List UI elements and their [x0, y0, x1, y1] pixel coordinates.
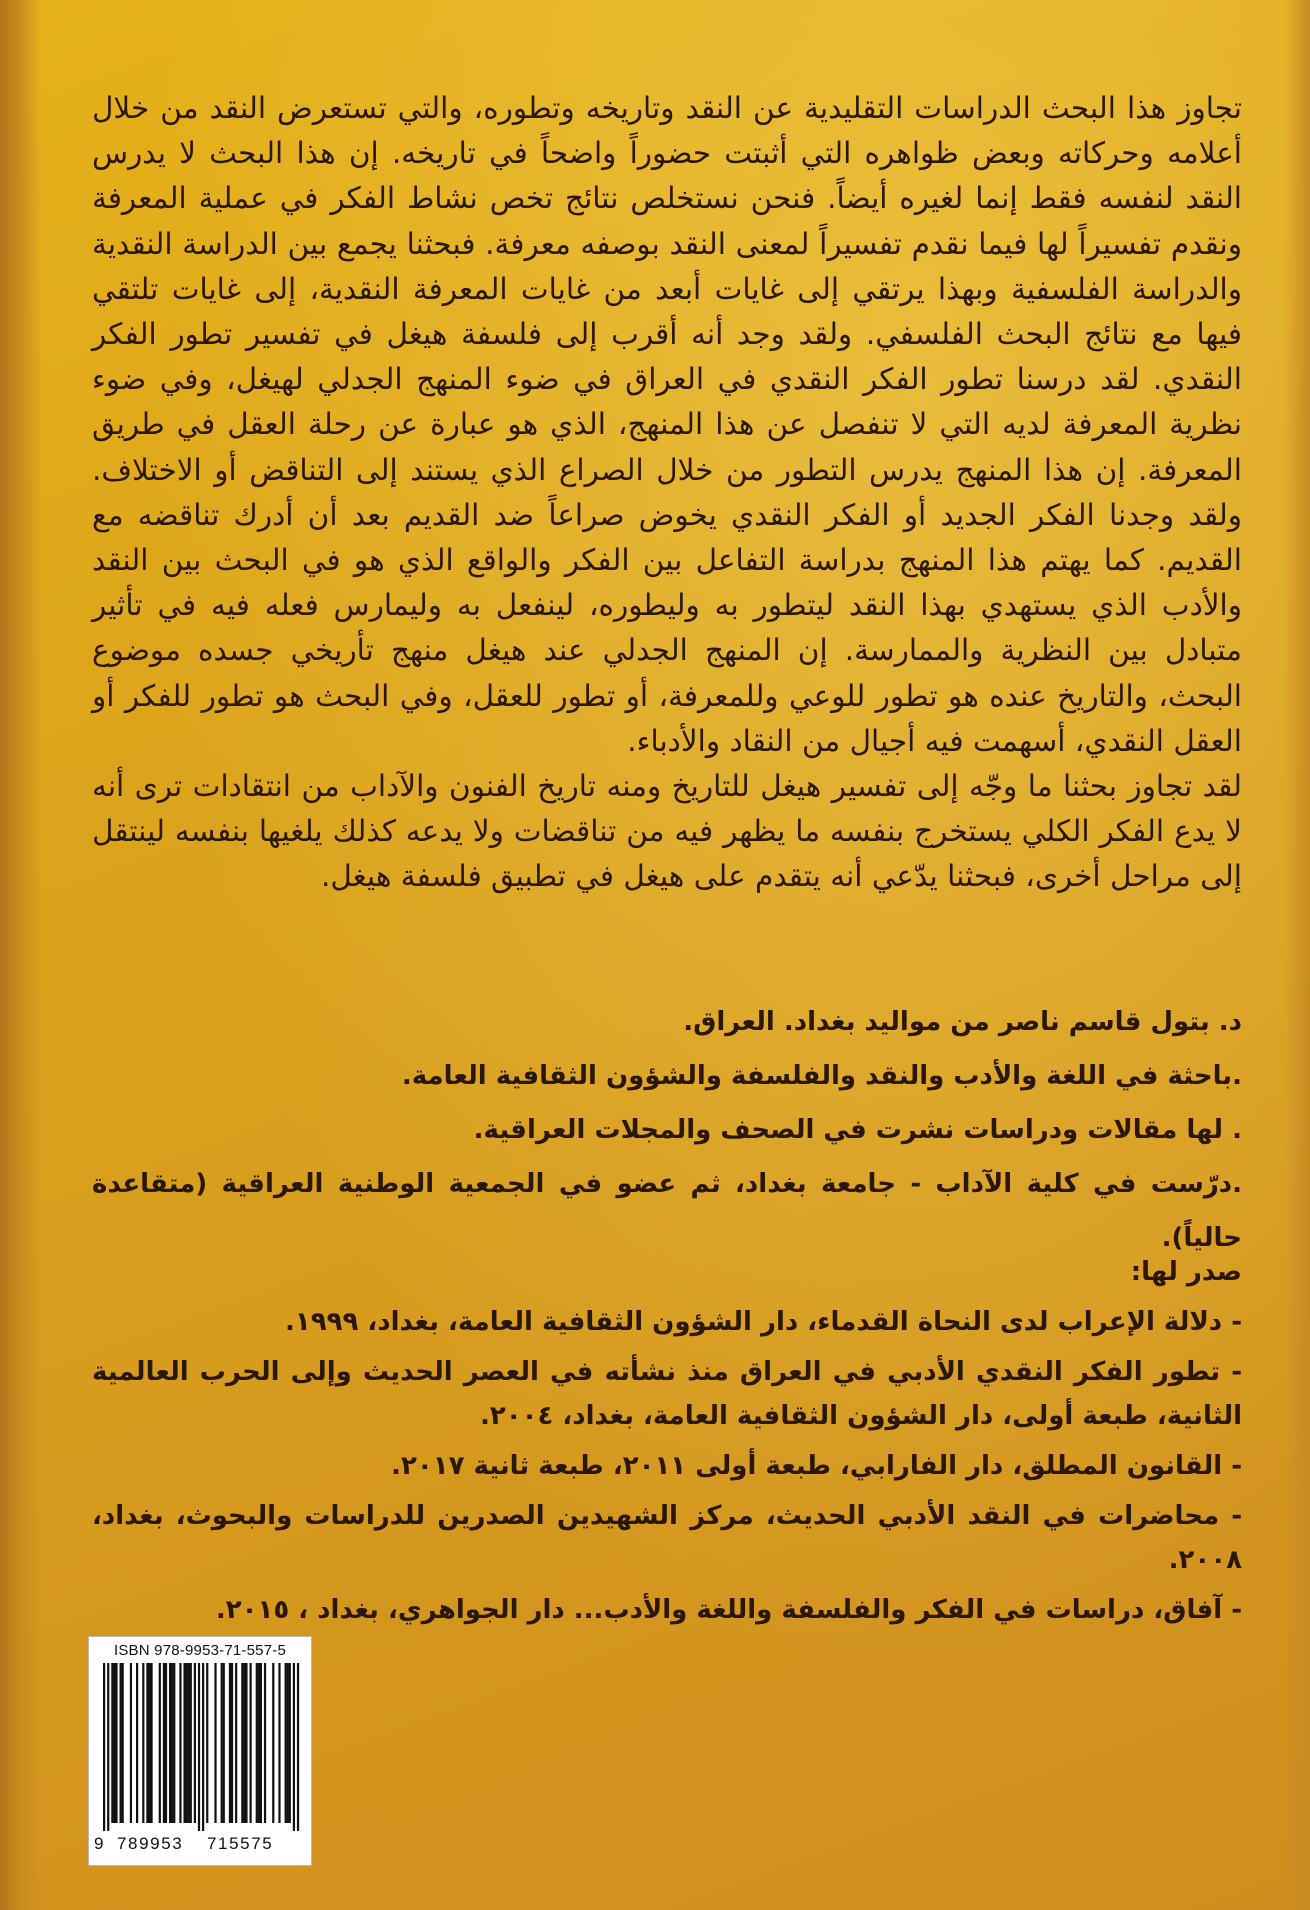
barcode-bar	[183, 1663, 185, 1823]
barcode-digit-first: 9	[94, 1834, 104, 1853]
barcode-bar	[150, 1663, 152, 1823]
barcode-bar	[148, 1663, 150, 1823]
barcode-bar	[256, 1663, 258, 1823]
isbn-barcode	[88, 1636, 312, 1866]
barcode-bar	[115, 1663, 117, 1823]
barcode-bar	[113, 1663, 115, 1823]
barcode-bar	[103, 1663, 105, 1831]
barcode-bar	[214, 1663, 216, 1823]
barcode-bar	[190, 1663, 192, 1823]
barcode-bar	[202, 1663, 204, 1831]
barcode-bar	[223, 1663, 225, 1823]
publications-list	[92, 1250, 1242, 1625]
barcode-bar	[142, 1663, 144, 1823]
publication-item: - تطور الفكر النقدي الأدبي في العراق منذ نشأته في العصر الحديث وإلى الحرب العالمية الثانية، طبعة أولى، دار الشؤون الثقافية العامة، بغداد، ٢٠٠٤.	[92, 1357, 1242, 1431]
barcode-bar	[169, 1663, 171, 1823]
barcode-bar	[171, 1663, 173, 1823]
author-line: .درّست في كلية الآداب - جامعة بغداد، ثم عضو في الجمعية الوطنية العراقية (متقاعدة حالياً).	[92, 1169, 1242, 1253]
author-line: . لها مقالات ودراسات نشرت في الصحف والمجلات العراقية.	[473, 1115, 1242, 1145]
barcode-bar	[278, 1663, 280, 1823]
cover-spine-shadow	[0, 0, 42, 1910]
publication-item: - محاضرات في النقد الأدبي الحديث، مركز الشهيدين الصدرين للدراسات والبحوث، بغداد، ٢٠٠٨.	[92, 1501, 1242, 1575]
barcode-bar	[146, 1663, 148, 1823]
barcode-bar	[229, 1663, 231, 1823]
barcode-bar	[194, 1663, 196, 1823]
barcode-bar	[165, 1663, 167, 1823]
description-paragraph-1: تجاوز هذا البحث الدراسات التقليدية عن النقد وتاريخه وتطوره، والتي تستعرض النقد من خلال أعلامه وحركاته وبعض ظواهره التي أثبتت حضوراً واضحاً في تاريخه. إن هذا البحث لا يدرس النقد لنفسه فقط إنما لغيره أيضاً. فنحن نستخلص نتائج تخص نشاط الفكر في عملية المعرفة ونقدم تفسيراً لها فيما نقدم تفسيراً لمعنى النقد بوصفه معرفة. فبحثنا يجمع بين الدراسة النقدية والدراسة الفلسفية وبهذا يرتقي إلى غايات أبعد من غايات المعرفة النقدية، إلى غايات تلتقي فيها مع نتائج البحث الفلسفي. ولقد وجد أنه أقرب إلى فلسفة هيغل في تفسير تطور الفكر النقدي. لقد درسنا تطور الفكر النقدي في العراق في ضوء المنهج الجدلي لهيغل، وفي ضوء نظرية المعرفة لديه التي لا تنفصل عن هذا المنهج، الذي هو عبارة عن رحلة العقل في طريق المعرفة. إن هذا المنهج يدرس التطور من خلال الصراع الذي يستند إلى التناقض أو الاختلاف. ولقد وجدنا الفكر الجديد أو الفكر النقدي يخوض صراعاً ضد القديم بعد أن أدرك تناقضه مع القديم. كما يهتم هذا المنهج بدراسة التفاعل بين الفكر والواقع الذي هو في البحث بين النقد والأدب الذي يستهدي بهذا النقد ليتطور به وليطوره، لينفعل به وليمارس فعله فيه في تأثير متبادل بين النظرية والممارسة. إن المنهج الجدلي عند هيغل منهج تأريخي جسده موضوع البحث، والتاريخ عنده هو تطور للوعي وللمعرفة، أو تطور للعقل، وفي البحث هو تطور للفكر أو العقل النقدي، أسهمت فيه أجيال من النقاد والأدباء.	[92, 91, 1242, 758]
barcode-bar	[249, 1663, 251, 1823]
barcode-bar	[235, 1663, 237, 1823]
publication-item: - آفاق، دراسات في الفكر والفلسفة واللغة والأدب... دار الجواهري، بغداد ، ٢٠١٥.	[215, 1595, 1242, 1625]
barcode-bar	[258, 1663, 260, 1823]
barcode-bar	[186, 1663, 188, 1823]
barcode-bar	[198, 1663, 200, 1831]
barcode-bar	[107, 1663, 109, 1831]
barcode-bar	[111, 1663, 113, 1823]
author-line: د. بتول قاسم ناصر من مواليد بغداد. العراق.	[683, 1007, 1242, 1037]
barcode-bar	[163, 1663, 165, 1823]
publication-item: - دلالة الإعراب لدى النحاة القدماء، دار الشؤون الثقافية العامة، بغداد، ١٩٩٩.	[284, 1307, 1242, 1337]
barcode-bar	[221, 1663, 223, 1823]
book-description	[92, 86, 1242, 1046]
barcode-bar	[243, 1663, 245, 1823]
publications-title: صدر لها:	[1130, 1257, 1242, 1287]
barcode-bar	[130, 1663, 132, 1823]
barcode-bars	[103, 1663, 299, 1831]
publication-item: - القانون المطلق، دار الفارابي، طبعة أولى ٢٠١١، طبعة ثانية ٢٠١٧.	[391, 1451, 1242, 1481]
barcode-bar	[297, 1663, 299, 1831]
description-paragraph-2: لقد تجاوز بحثنا ما وجّه إلى تفسير هيغل للتاريخ ومنه تاريخ الفنون والآداب من انتقادات ترى أنه لا يدع الفكر الكلي يستخرج بنفسه ما يظهر فيه من تناقضات ولا يدعه كذلك يلغيها بنفسه لينتقل إلى مراحل أخرى، فبحثنا يدّعي أنه يتقدم على هيغل في تطبيق فلسفة هيغل.	[92, 769, 1242, 894]
barcode-bar	[159, 1663, 161, 1823]
barcode-bar	[293, 1663, 295, 1831]
author-bio	[92, 995, 1242, 1253]
barcode-digits-right: 715575	[207, 1834, 274, 1853]
author-line: .باحثة في اللغة والأدب والنقد والفلسفة والشؤون الثقافية العامة.	[401, 1061, 1242, 1091]
barcode-bar	[245, 1663, 247, 1823]
barcode-bar	[289, 1663, 291, 1823]
barcode-bar	[285, 1663, 287, 1823]
barcode-bar	[188, 1663, 190, 1823]
cover-edge-shadow	[1284, 0, 1310, 1910]
barcode-bar	[287, 1663, 289, 1823]
barcode-digits-left: 789953	[117, 1834, 184, 1853]
barcode-bar	[206, 1663, 208, 1823]
barcode-bar	[264, 1663, 266, 1823]
barcode-bar	[272, 1663, 274, 1823]
barcode-bar	[122, 1663, 124, 1823]
barcode-bar	[173, 1663, 175, 1823]
isbn-label: ISBN 978-9953-71-557-5	[113, 1642, 286, 1659]
barcode-bar	[231, 1663, 233, 1823]
barcode-bar	[136, 1663, 138, 1823]
barcode-bar	[260, 1663, 262, 1823]
barcode-bar	[120, 1663, 122, 1823]
barcode-bar	[241, 1663, 243, 1823]
barcode-bar	[179, 1663, 181, 1823]
